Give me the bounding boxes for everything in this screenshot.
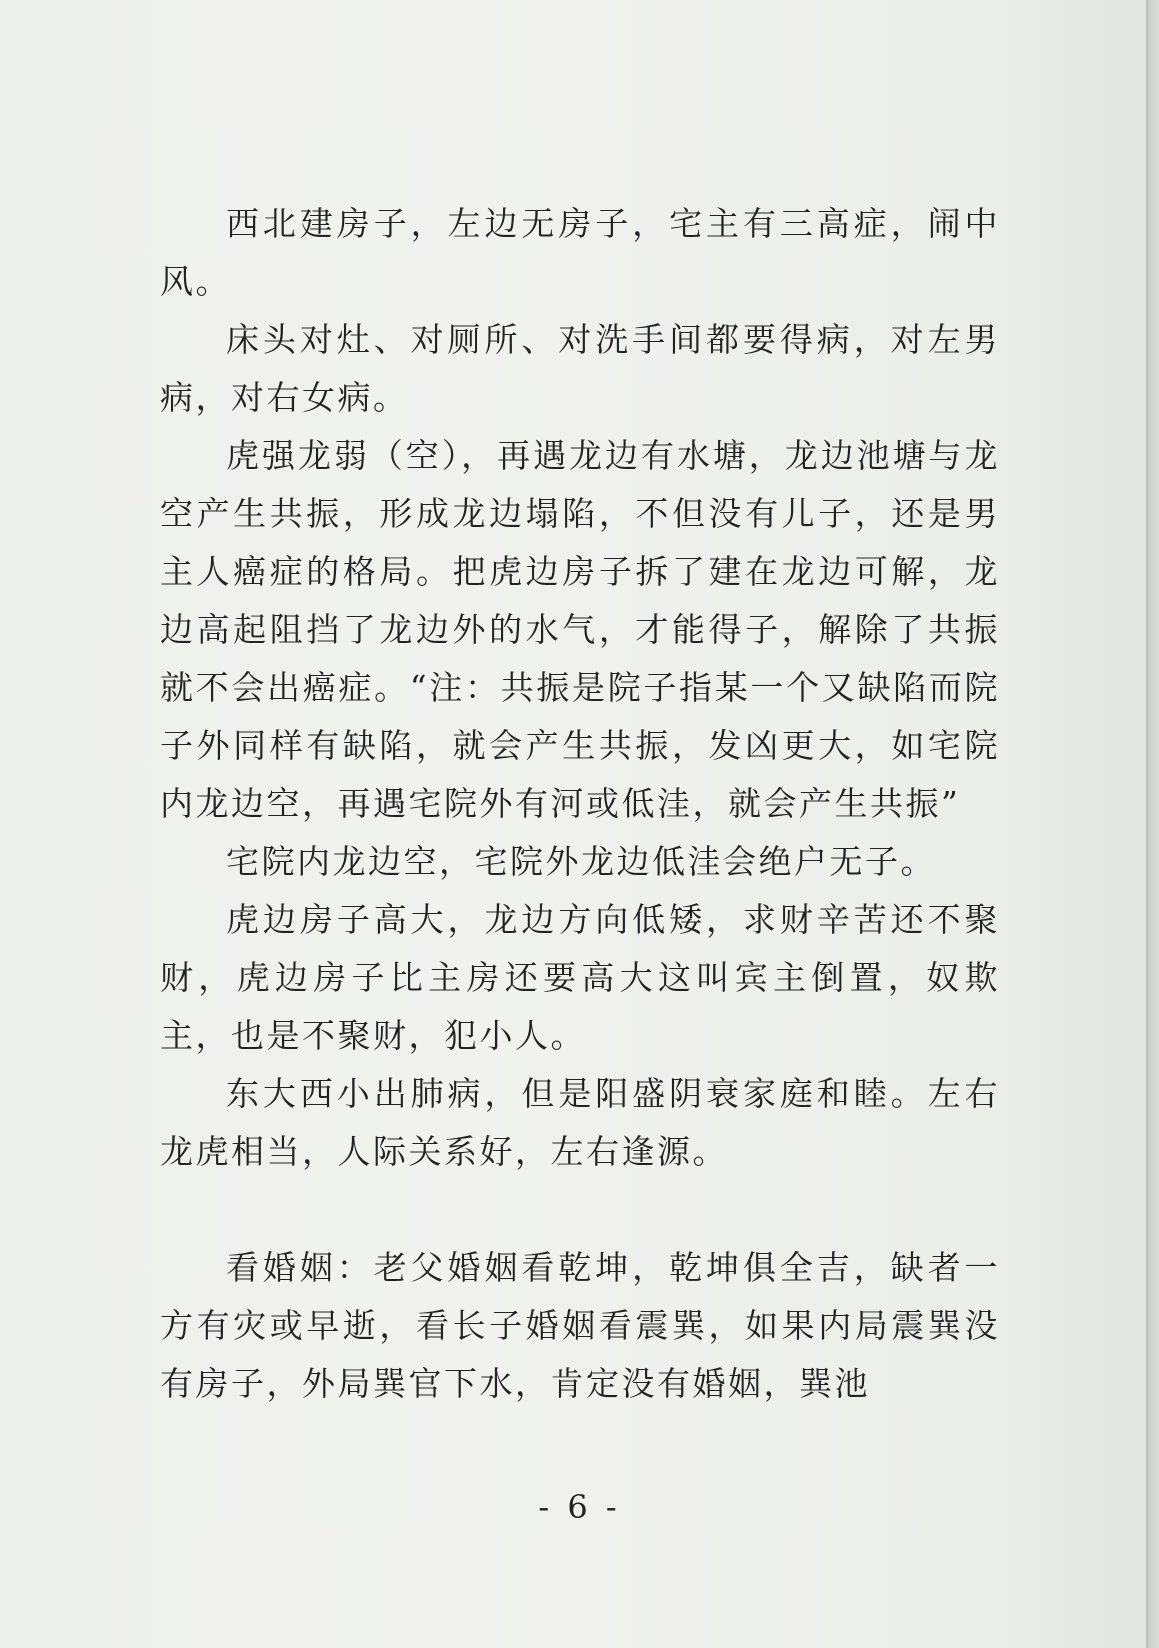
paragraph: 虎强龙弱（空），再遇龙边有水塘，龙边池塘与龙空产生共振，形成龙边塌陷，不但没有儿子，还是男主人癌症的格局。把虎边房子拆了建在龙边可解，龙边高起阻挡了龙边外的水气，才能得子，解除了共振就不会出癌症。“注：共振是院子指某一个又缺陷而院子外同样有缺陷，就会产生共振，发凶更大，如宅院内龙边空，再遇宅院外有河或低洼，就会产生共振” — [160, 436, 1000, 823]
paragraph: 床头对灶、对厕所、对洗手间都要得病，对左男病，对右女病。 — [160, 320, 1000, 417]
paragraph: 虎边房子高大，龙边方向低矮，求财辛苦还不聚财，虎边房子比主房还要高大这叫宾主倒置，奴欺主，也是不聚财，犯小人。 — [160, 900, 1000, 1055]
page-number: - 6 - — [538, 1488, 621, 1526]
paragraph: 西北建房子，左边无房子，宅主有三高症，闹中风。 — [160, 204, 1000, 301]
paragraph: 看婚姻：老父婚姻看乾坤，乾坤俱全吉，缺者一方有灾或早逝，看长子婚姻看震巽，如果内局震巽没有房子，外局巽官下水，肯定没有婚姻，巽池 — [160, 1248, 1000, 1403]
paragraph: 宅院内龙边空，宅院外龙边低洼会绝户无子。 — [226, 842, 936, 881]
paragraph-gap — [160, 1181, 1000, 1239]
body-text — [160, 195, 1000, 1413]
paragraph: 东大西小出肺病，但是阳盛阴衰家庭和睦。左右龙虎相当，人际关系好，左右逢源。 — [160, 1074, 1000, 1171]
page-edge — [1146, 0, 1159, 1648]
